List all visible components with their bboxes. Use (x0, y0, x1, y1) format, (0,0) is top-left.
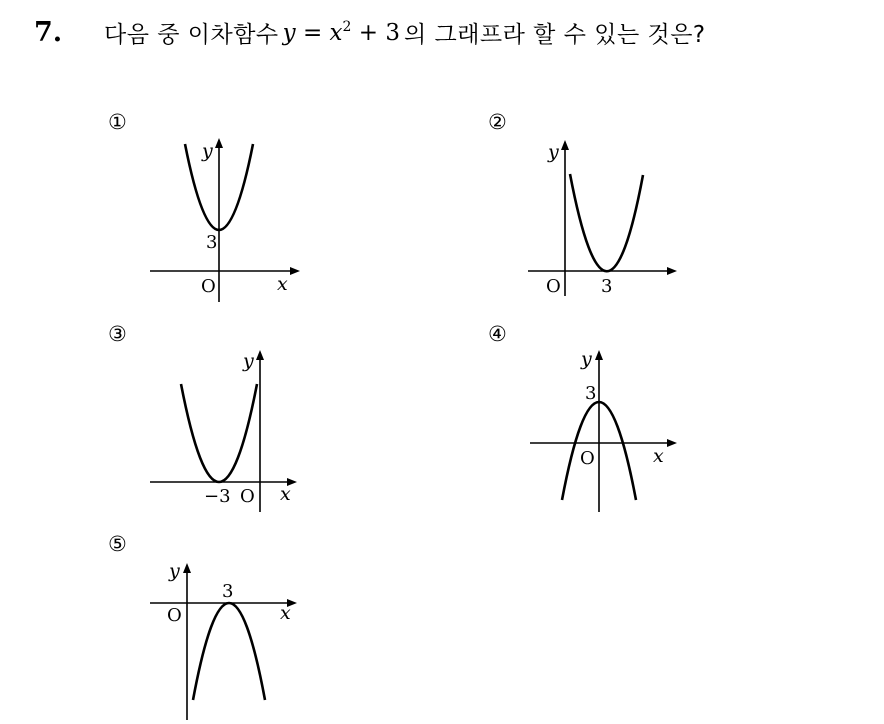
y-axis-arrow-icon (215, 138, 223, 148)
y-axis-label: y (581, 348, 592, 370)
y-axis-arrow-icon (561, 140, 569, 150)
origin-label: O (167, 605, 182, 626)
origin-label: O (580, 448, 595, 469)
origin-label: O (201, 276, 216, 297)
x-axis-arrow-icon (667, 439, 677, 447)
value-label: 3 (222, 581, 234, 602)
origin-label: O (546, 276, 561, 297)
parabola-curve (193, 603, 265, 700)
choice-5-graph (140, 552, 310, 724)
parabola-curve (570, 174, 643, 271)
choice-3-label[interactable]: ③ (108, 322, 127, 346)
value-label: 3 (601, 276, 613, 297)
question-text-before: 다음 중 이차함수 (104, 21, 279, 48)
x-axis-label: x (280, 602, 291, 624)
question-number: 7. (34, 16, 63, 48)
x-axis-arrow-icon (290, 267, 300, 275)
value-label: 3 (206, 232, 218, 253)
equation-lhs: y = x (282, 19, 343, 46)
y-axis-label: y (169, 560, 180, 582)
choice-4-label[interactable]: ④ (488, 322, 507, 346)
x-axis-label: x (277, 273, 288, 295)
x-axis-label: x (280, 483, 291, 505)
value-label: −3 (204, 486, 231, 507)
y-axis-label: y (202, 140, 213, 162)
choice-1-graph (140, 130, 310, 305)
choice-5-label[interactable]: ⑤ (108, 532, 127, 556)
question-equation (283, 19, 400, 46)
y-axis-label: y (548, 141, 559, 163)
question-header (34, 12, 706, 52)
choice-2-label[interactable]: ② (488, 110, 507, 134)
choice-2-graph (520, 130, 690, 305)
y-axis-arrow-icon (595, 350, 603, 360)
choice-4-graph (520, 340, 690, 515)
y-axis-label: y (243, 350, 254, 372)
equation-rhs: + 3 (351, 19, 400, 46)
question-text-after: 의 그래프라 할 수 있는 것은? (403, 21, 706, 48)
choice-1-label[interactable]: ① (108, 110, 127, 134)
y-axis-arrow-icon (256, 350, 264, 360)
choice-3-graph (140, 340, 310, 515)
equation-exponent: 2 (342, 18, 352, 35)
y-axis-arrow-icon (183, 563, 191, 573)
x-axis-label: x (653, 445, 664, 467)
origin-label: O (240, 486, 255, 507)
parabola-curve (181, 384, 257, 482)
x-axis-arrow-icon (667, 267, 677, 275)
value-label: 3 (585, 383, 597, 404)
